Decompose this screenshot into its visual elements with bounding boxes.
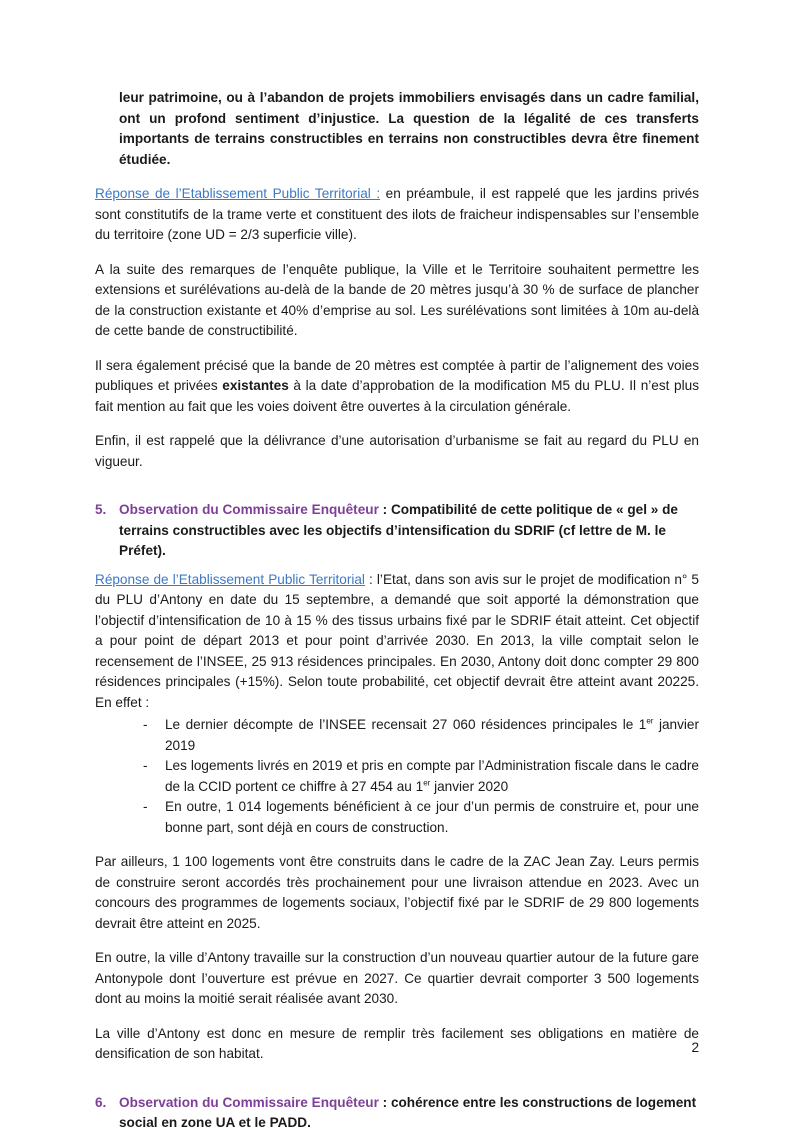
bullet-1-text-b: janvier 2019 <box>165 717 700 753</box>
paragraph-bande-20m <box>95 356 699 418</box>
paragraph-conclusion: La ville d’Antony est donc en mesure de remplir très facilement ses obligations en matière de densification de son habitat. <box>95 1025 699 1061</box>
observation-5-content: : Compatibilité de cette politique de « gel » de terrains constructibles avec les objectifs d’intensification du SDRIF (cf lettre de M. le Préfet). <box>119 502 678 558</box>
observation-5-number: 5. <box>95 502 107 517</box>
bullet-2-text-b: janvier 2020 <box>430 778 509 794</box>
paragraph-bande-text-a: Il sera également précisé que la bande de 20 mètres est comptée à partir de l’alignement des voies publiques et privées <box>95 357 699 393</box>
observation-5 <box>95 500 699 562</box>
observation-6-number: 6. <box>95 1094 107 1110</box>
response-paragraph-1 <box>95 184 699 246</box>
paragraph-zac-jean-zay: Par ailleurs, 1 100 logements vont être construits dans le cadre de la ZAC Jean Zay. Leurs permis de construire seront accordés très prochainement pour une livraison attendue en 2023. Avec un concours des programmes de logements sociaux, l’objectif fixé par le SDRIF de 29 800 logements devrait être atteint en 2025. <box>95 854 699 931</box>
bullet-2-sup: er <box>423 777 431 787</box>
paragraph-enfin: Enfin, il est rappelé que la délivrance d’une autorisation d’urbanisme se fait au regard du PLU en vigueur. <box>95 433 699 469</box>
list-item-text: En outre, 1 014 logements bénéficient à ce jour d’un permis de construire et, pour une bonne part, sont déjà en cours de construction. <box>165 799 699 835</box>
observation-6-content: : cohérence entre les constructions de logement social en zone UA et le PADD. <box>119 1094 697 1130</box>
spacer <box>95 486 699 500</box>
bullet-list <box>95 715 699 838</box>
paragraph-extensions: A la suite des remarques de l’enquête publique, la Ville et le Territoire souhaitent permettre les extensions et surélévations au-delà de la bande de 20 mètres jusqu’à 30 % de surface de plancher de la construction existante et 40% d’emprise au sol. Les surélévations sont limitées à 10m au-delà de cette bande de constructibilité. <box>95 261 699 338</box>
observation-6-text <box>119 1093 699 1134</box>
list-item <box>95 715 699 756</box>
paragraph-antonypole: En outre, la ville d’Antony travaille sur la construction d’un nouveau quartier autour de la future gare Antonypole dont l’ouverture est prévue en 2027. Ce quartier devrait comporter 3 500 logements dont au moins la moitié serait réalisée avant 2030. <box>95 950 699 1006</box>
observation-6 <box>95 1093 699 1134</box>
paragraph-bande-text-b: à la date d’approbation de la modification M5 du PLU. Il n’est plus fait mention au fait que les voies doivent être ouvertes à la circulation générale. <box>95 378 699 414</box>
bullet-dash: - <box>143 799 148 814</box>
bullet-1-text-a: Le dernier décompte de l’INSEE recensait 27 060 résidences principales le 1 <box>165 717 647 732</box>
list-item-text <box>165 756 699 797</box>
document-page <box>95 88 699 1142</box>
spacer <box>95 1079 699 1093</box>
observation-5-text <box>119 500 699 562</box>
paragraph-bande-bold: existantes <box>222 378 289 393</box>
response-link-2[interactable]: Réponse de l’Etablissement Public Territorial <box>95 571 365 587</box>
bullet-dash: - <box>143 758 148 773</box>
observation-6-label: Observation du Commissaire Enquêteur <box>119 1094 379 1110</box>
response-text-1: en préambule, il est rappelé que les jardins privés sont constitutifs de la trame verte et constituent des ilots de fraicheur indispensables sur l’ensemble du territoire (zone UD = 2/3 superficie ville). <box>95 186 699 242</box>
intro-paragraph: leur patrimoine, ou à l’abandon de projets immobiliers envisagés dans un cadre familial, ont un profond sentiment d’injustice. La question de la légalité de ces transferts importants de terrains constructibles en terrains non constructibles devra être finement étudiée. <box>119 90 699 167</box>
response-text-2: : l’Etat, dans son avis sur le projet de modification n° 5 du PLU d’Antony en date du 15 septembre, a demandé que soit apporté la démonstration que l’objectif d’intensification de 10 à 15 % des tissus urbains fixé par le SDRIF était atteint. Cet objectif a pour point de départ 2013 et pour point d’arrivée 2030. En 2013, la ville comptait selon le recensement de l’INSEE, 25 913 résidences principales. En 2030, Antony doit donc compter 29 800 résidences principales (+15%). Selon toute probabilité, cet objectif devrait être atteint avant 20225. En effet : <box>95 571 699 710</box>
list-item <box>95 756 699 797</box>
bullet-1-sup: er <box>646 716 654 726</box>
list-item <box>95 797 699 838</box>
bullet-dash: - <box>143 717 148 732</box>
bullet-2-text-a: Les logements livrés en 2019 et pris en compte par l’Administration fiscale dans le cadre de la CCID portent ce chiffre à 27 454 au 1 <box>165 758 699 794</box>
response-link-1[interactable]: Réponse de l’Etablissement Public Territorial : <box>95 186 381 201</box>
page-number: 2 <box>691 1040 699 1055</box>
list-item-text <box>165 715 699 756</box>
response-paragraph-2 <box>95 570 699 714</box>
observation-5-label: Observation du Commissaire Enquêteur <box>119 502 379 517</box>
